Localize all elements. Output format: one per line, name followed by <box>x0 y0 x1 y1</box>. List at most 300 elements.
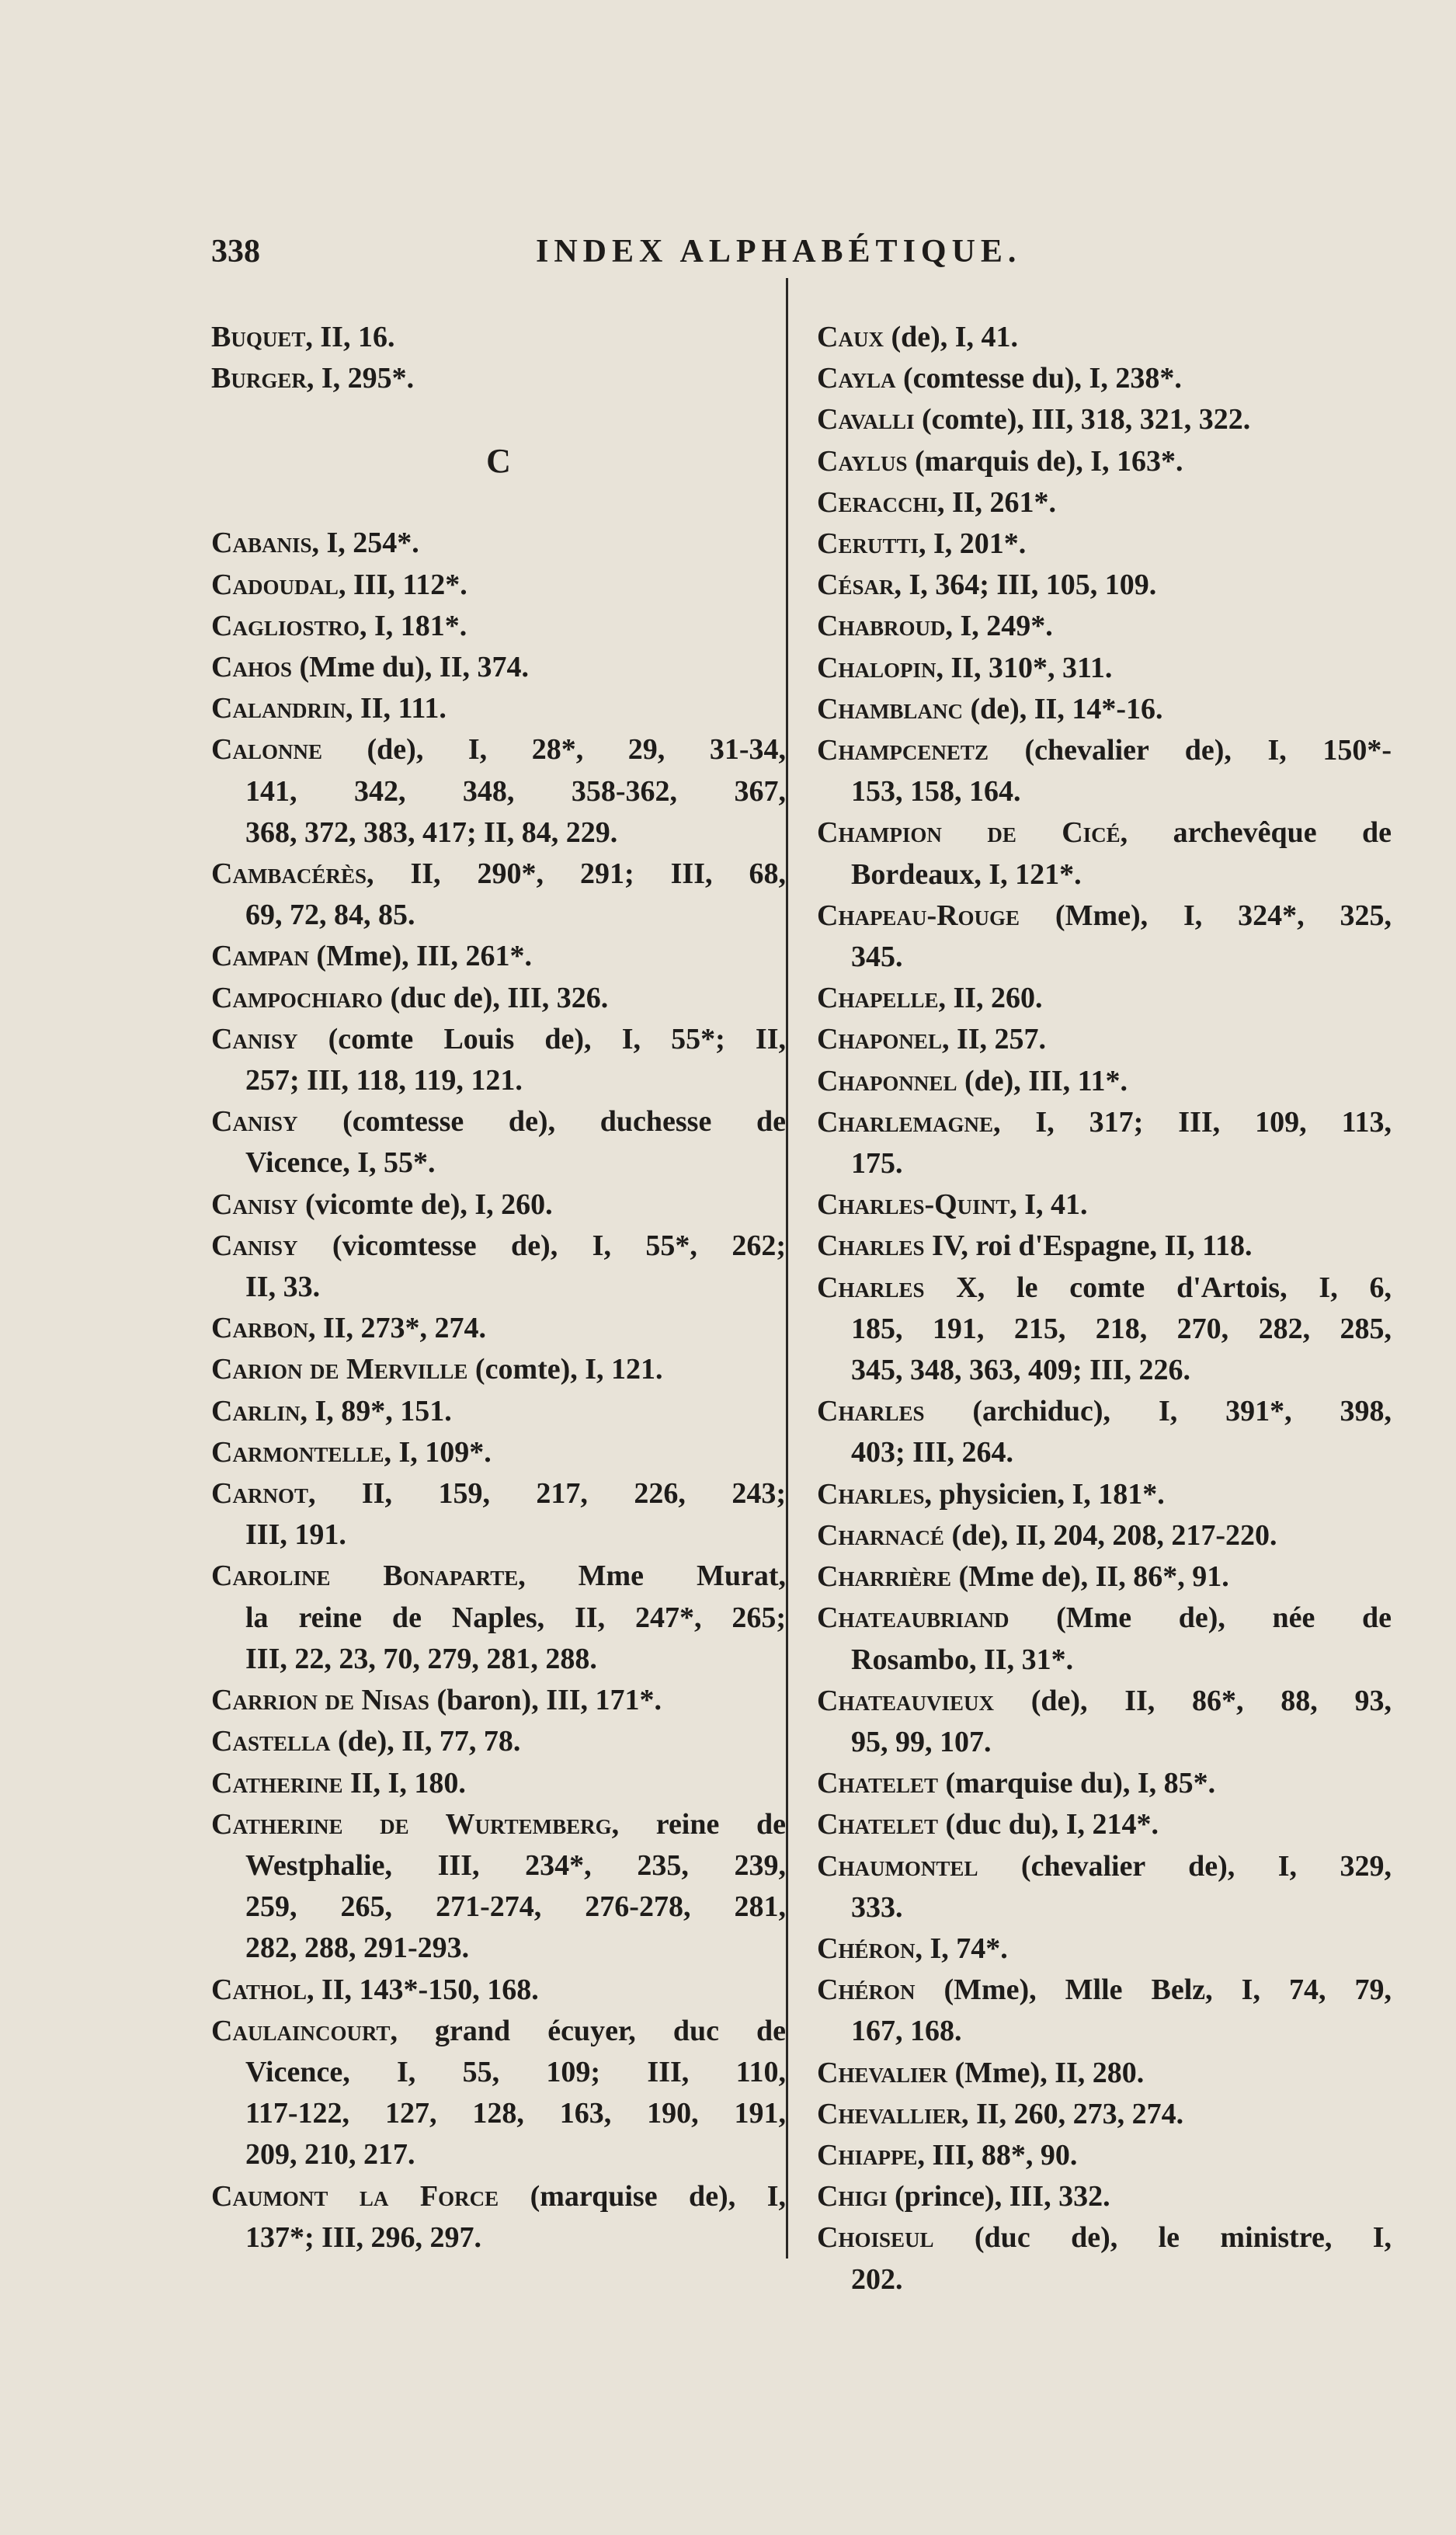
entry-references: , II, 257. <box>941 1023 1047 1056</box>
entry-continuation-line <box>211 2134 786 2175</box>
entry-first-line <box>817 565 1392 606</box>
entry-first-line <box>817 1391 1392 1432</box>
index-entry <box>211 729 786 854</box>
entry-first-line <box>211 854 786 895</box>
entry-continuation-line <box>211 812 786 854</box>
entry-first-line <box>817 358 1392 399</box>
entry-first-line <box>817 812 1392 854</box>
index-entry <box>817 2094 1392 2135</box>
entry-name: Campan <box>211 940 309 973</box>
entry-references: 368, 372, 383, 417; II, 84, 229. <box>245 815 618 849</box>
entry-references: 209, 210, 217. <box>245 2138 415 2172</box>
index-entry <box>817 1928 1392 1970</box>
entry-name: Carnot <box>211 1477 308 1511</box>
entry-first-line <box>817 1019 1392 1060</box>
entry-first-line <box>211 1970 786 2011</box>
entry-references: 69, 72, 84, 85. <box>245 899 415 932</box>
index-entry <box>817 2135 1392 2176</box>
entry-first-line <box>211 1308 786 1349</box>
entry-references: , II, 16. <box>305 321 395 353</box>
entry-continuation-line <box>817 1887 1392 1928</box>
index-entry <box>817 399 1392 440</box>
index-entry <box>817 1970 1392 2052</box>
entry-references: , I, 295*. <box>306 362 415 395</box>
entry-first-line <box>817 1268 1392 1309</box>
entry-references: , reine de <box>611 1807 786 1841</box>
entry-name: Cagliostro <box>211 609 360 642</box>
entry-name: Charrière <box>817 1560 951 1594</box>
entry-name: Calandrin <box>211 692 346 725</box>
entry-first-line <box>211 1226 786 1267</box>
index-entry <box>817 2217 1392 2300</box>
entry-first-line <box>817 1515 1392 1556</box>
entry-references: , I, 254*. <box>311 527 419 560</box>
entry-first-line <box>817 1598 1392 1639</box>
entry-references: IV, roi d'Espagne, II, 118. <box>924 1229 1253 1263</box>
entry-first-line <box>211 1763 786 1804</box>
index-column-left <box>211 317 786 2259</box>
entry-references: Vicence, I, 55*. <box>245 1146 436 1180</box>
index-column-right <box>817 317 1392 2300</box>
index-entry <box>211 1349 786 1390</box>
entry-name: Charlemagne <box>817 1105 993 1139</box>
entry-continuation-line <box>211 1060 786 1101</box>
entry-references: (Mme de), née de <box>1009 1601 1392 1635</box>
entry-first-line <box>211 1432 786 1473</box>
index-entry <box>211 1432 786 1473</box>
entry-first-line <box>211 1019 786 1060</box>
entry-name: Chéron <box>817 1932 916 1965</box>
index-entry <box>211 854 786 936</box>
entry-name: Chalopin <box>817 651 936 684</box>
entry-references: (archiduc), I, 391*, 398, <box>924 1395 1392 1428</box>
entry-name: Cabanis <box>211 527 312 560</box>
entry-name: Chamblanc <box>817 692 963 725</box>
entry-first-line <box>211 606 786 647</box>
entry-continuation-line <box>817 2259 1392 2300</box>
index-entry <box>817 730 1392 812</box>
entry-references: , I, 41. <box>1009 1188 1088 1222</box>
index-entry <box>817 895 1392 978</box>
entry-continuation-line <box>817 1350 1392 1391</box>
entry-references: , II, 260. <box>938 982 1043 1015</box>
entry-references: , grand écuyer, duc de <box>390 2014 786 2047</box>
entry-references: , II, 290*, 291; III, 68, <box>366 857 786 891</box>
index-entry <box>817 1391 1392 1473</box>
entry-continuation-line <box>211 1598 786 1639</box>
index-entry <box>817 606 1392 647</box>
index-entry <box>211 1721 786 1762</box>
entry-name: Cavalli <box>817 403 915 436</box>
entry-references: (marquise de), I, <box>499 2179 786 2213</box>
entry-name: Cambacérès <box>211 857 367 891</box>
index-entry <box>211 1308 786 1349</box>
entry-references: (Mme), Mlle Belz, I, 74, 79, <box>915 1973 1392 2007</box>
section-letter: C <box>486 442 511 481</box>
entry-continuation-line <box>817 1432 1392 1473</box>
entry-continuation-line <box>211 2093 786 2134</box>
entry-name: Cayla <box>817 362 896 395</box>
entry-references: (de), III, 11*. <box>957 1064 1128 1097</box>
entry-references: , I, 181*. <box>360 609 467 642</box>
entry-first-line <box>211 1101 786 1142</box>
entry-references: , II, 111. <box>345 692 447 725</box>
entry-first-line <box>817 978 1392 1019</box>
entry-references: (prince), III, 332. <box>887 2180 1110 2213</box>
index-entry <box>211 1556 786 1680</box>
entry-first-line <box>817 1061 1392 1102</box>
entry-references: (comte Louis de), I, 55*; II, <box>297 1022 786 1055</box>
entry-references: Vicence, I, 55, 109; III, 110, <box>245 2055 786 2088</box>
entry-first-line <box>211 2011 786 2052</box>
entry-first-line <box>211 565 786 606</box>
entry-first-line <box>211 1184 786 1226</box>
entry-first-line <box>817 606 1392 647</box>
entry-continuation-line <box>817 937 1392 978</box>
index-entry <box>817 1846 1392 1928</box>
entry-references: 95, 99, 107. <box>851 1725 992 1758</box>
index-entry <box>817 358 1392 399</box>
entry-name: Chatelet <box>817 1767 938 1800</box>
entry-continuation-line <box>817 1640 1392 1681</box>
entry-first-line <box>211 523 786 564</box>
entry-first-line <box>817 1928 1392 1970</box>
entry-name: Campochiaro <box>211 981 383 1014</box>
index-entry <box>211 317 786 358</box>
index-entry <box>817 1268 1392 1392</box>
entry-name: Charles <box>817 1395 925 1428</box>
entry-name: Carbon <box>211 1312 308 1345</box>
entry-first-line <box>211 936 786 977</box>
entry-name: Caux <box>817 321 884 353</box>
entry-references: (comtesse du), I, 238*. <box>895 362 1182 395</box>
entry-first-line <box>817 1804 1392 1845</box>
entry-references: (marquis de), I, 163*. <box>907 444 1183 478</box>
index-entry <box>211 565 786 606</box>
entry-references: 137*; III, 296, 297. <box>245 2220 482 2254</box>
entry-first-line <box>211 1804 786 1845</box>
index-entry <box>817 1184 1392 1226</box>
entry-references: , I, 317; III, 109, 113, <box>992 1105 1392 1139</box>
index-entry <box>211 1101 786 1184</box>
entry-name: Burger <box>211 362 307 395</box>
entry-name: Champion de Cicé <box>817 816 1121 850</box>
index-entry <box>211 1970 786 2011</box>
entry-first-line <box>817 730 1392 771</box>
entry-continuation-line <box>211 1267 786 1308</box>
entry-first-line <box>211 317 786 358</box>
index-entry <box>817 317 1392 358</box>
entry-references: (baron), III, 171*. <box>429 1684 662 1717</box>
entry-references: (de), II, 86*, 88, 93, <box>993 1684 1392 1717</box>
entry-name: Carmontelle <box>211 1435 384 1469</box>
entry-continuation-line <box>211 1639 786 1680</box>
entry-first-line <box>817 1846 1392 1887</box>
entry-name: Chateaubriand <box>817 1601 1009 1635</box>
entry-name: Caylus <box>817 444 908 478</box>
entry-references: (duc de), III, 326. <box>382 981 609 1014</box>
entry-continuation-line <box>211 1886 786 1928</box>
entry-references: (Mme), III, 261*. <box>308 940 532 973</box>
entry-continuation-line <box>211 1142 786 1184</box>
entry-references: (comte), I, 121. <box>467 1353 663 1386</box>
entry-references: 282, 288, 291-293. <box>245 1932 470 1965</box>
entry-name: Caulaincourt <box>211 2014 391 2047</box>
entry-continuation-line <box>211 1928 786 1969</box>
entry-references: II, I, 180. <box>342 1766 466 1800</box>
entry-references: (duc de), le ministre, I, <box>933 2221 1392 2255</box>
entry-references: (Mme de), II, 86*, 91. <box>950 1560 1229 1594</box>
entry-references: , I, 109*. <box>384 1435 492 1469</box>
page-number: 338 <box>211 234 260 269</box>
entry-references: 345. <box>851 941 903 974</box>
entry-references: 259, 265, 271-274, 276-278, 281, <box>245 1890 786 1924</box>
entry-continuation-line <box>817 854 1392 895</box>
running-title: INDEX ALPHABÉTIQUE. <box>536 234 1022 269</box>
entry-references: (de), II, 204, 208, 217-220. <box>943 1518 1277 1552</box>
index-entry <box>817 978 1392 1019</box>
entry-name: Chiappe <box>817 2138 918 2172</box>
entry-first-line <box>817 1226 1392 1267</box>
entry-continuation-line <box>211 2052 786 2093</box>
entry-references: (vicomte de), I, 260. <box>297 1188 553 1221</box>
index-entry <box>817 523 1392 565</box>
index-entry <box>211 978 786 1019</box>
entry-continuation-line <box>211 2217 786 2259</box>
index-entry <box>211 2011 786 2176</box>
entry-first-line <box>211 1680 786 1721</box>
entry-references: 345, 348, 363, 409; III, 226. <box>851 1354 1191 1387</box>
entry-references: , I, 74*. <box>915 1932 1008 1965</box>
entry-first-line <box>817 648 1392 689</box>
entry-name: Cathol <box>211 1973 307 2006</box>
entry-references: , physicien, I, 181*. <box>924 1477 1165 1511</box>
entry-name: Chevalier <box>817 2056 947 2089</box>
entry-continuation-line <box>817 1722 1392 1763</box>
entry-first-line <box>211 1391 786 1432</box>
index-entry <box>817 2053 1392 2094</box>
index-entry <box>817 1102 1392 1184</box>
entry-continuation-line <box>211 771 786 812</box>
entry-references: (Mme), II, 280. <box>947 2056 1145 2089</box>
entry-references: , I, 89*, 151. <box>300 1394 452 1427</box>
entry-references: , archevêque de <box>1120 816 1392 850</box>
entry-references: III, 22, 23, 70, 279, 281, 288. <box>245 1642 597 1675</box>
entry-references: (marquise du), I, 85*. <box>937 1767 1216 1800</box>
index-entry <box>211 1680 786 1721</box>
entry-name: Caroline Bonaparte <box>211 1560 519 1593</box>
entry-first-line <box>817 2135 1392 2176</box>
entry-first-line <box>211 729 786 770</box>
index-entry <box>817 1061 1392 1102</box>
entry-references: , III, 88*, 90. <box>917 2138 1078 2172</box>
entry-references: (de), II, 77, 78. <box>330 1725 521 1758</box>
entry-references: (chevalier de), I, 329, <box>978 1849 1392 1883</box>
index-entry <box>211 1804 786 1970</box>
index-entry <box>211 1226 786 1308</box>
column-divider <box>786 278 788 2259</box>
entry-references: 175. <box>851 1147 903 1181</box>
index-entry <box>211 1391 786 1432</box>
entry-name: Canisy <box>211 1229 298 1262</box>
entry-name: Champcenetz <box>817 734 989 767</box>
entry-references: (de), I, 41. <box>883 321 1019 353</box>
entry-continuation-line <box>211 1845 786 1886</box>
entry-references: , II, 143*-150, 168. <box>306 1973 539 2006</box>
entry-first-line <box>817 1556 1392 1598</box>
entry-references: 403; III, 264. <box>851 1436 1014 1469</box>
index-entry <box>817 482 1392 523</box>
entry-name: Calonne <box>211 733 322 767</box>
entry-continuation-line <box>817 2011 1392 2052</box>
entry-references: Bordeaux, I, 121*. <box>851 857 1082 891</box>
entry-name: Chatelet <box>817 1808 938 1841</box>
entry-first-line <box>817 482 1392 523</box>
entry-first-line <box>817 317 1392 358</box>
entry-name: Chateauvieux <box>817 1684 994 1717</box>
entry-references: (comtesse de), duchesse de <box>297 1105 786 1139</box>
entry-name: Chapeau-Rouge <box>817 899 1020 932</box>
entry-name: Charles <box>817 1271 925 1304</box>
entry-name: Canisy <box>211 1188 298 1221</box>
entry-name: Canisy <box>211 1022 298 1055</box>
entry-name: Canisy <box>211 1105 298 1139</box>
index-entry <box>211 1763 786 1804</box>
entry-references: Westphalie, III, 234*, 235, 239, <box>245 1848 786 1882</box>
index-entry <box>211 1019 786 1101</box>
index-entry <box>211 1473 786 1556</box>
entry-name: Chigi <box>817 2180 888 2213</box>
entry-first-line <box>211 1473 786 1514</box>
entry-references: (chevalier de), I, 150*- <box>988 734 1392 767</box>
index-entry <box>211 647 786 688</box>
entry-continuation-line <box>211 895 786 936</box>
entry-references: 153, 158, 164. <box>851 775 1021 808</box>
index-entry <box>211 688 786 729</box>
entry-references: 202. <box>851 2262 903 2296</box>
entry-name: Catherine de Wurtemberg <box>211 1807 612 1841</box>
index-entry <box>817 1598 1392 1680</box>
index-entry <box>211 936 786 977</box>
entry-name: Castella <box>211 1725 331 1758</box>
entry-references: , I, 364; III, 105, 109. <box>894 569 1157 602</box>
entry-first-line <box>817 895 1392 937</box>
entry-name: Chéron <box>817 1973 916 2007</box>
entry-name: Carlin <box>211 1394 301 1427</box>
index-entry <box>817 1226 1392 1267</box>
entry-references: , I, 249*. <box>945 610 1053 643</box>
entry-continuation-line <box>817 1143 1392 1184</box>
index-entry <box>817 1763 1392 1804</box>
entry-first-line <box>817 441 1392 482</box>
entry-name: Chaponel <box>817 1023 942 1056</box>
entry-name: Choiseul <box>817 2221 934 2255</box>
entry-references: (comte), III, 318, 321, 322. <box>914 403 1251 436</box>
entry-name: Cadoudal <box>211 568 339 601</box>
index-entry <box>817 689 1392 730</box>
entry-continuation-line <box>817 1309 1392 1350</box>
entry-name: Ceracchi <box>817 485 937 519</box>
entry-references: , II, 273*, 274. <box>308 1312 487 1345</box>
entry-first-line <box>817 2176 1392 2217</box>
index-entry <box>211 1184 786 1226</box>
entry-first-line <box>817 1970 1392 2011</box>
entry-references: (Mme du), II, 374. <box>291 651 530 684</box>
entry-continuation-line <box>211 1514 786 1556</box>
entry-references: 141, 342, 348, 358-362, 367, <box>245 774 786 808</box>
entry-first-line <box>817 2053 1392 2094</box>
entry-first-line <box>211 2176 786 2217</box>
entry-references: Rosambo, II, 31*. <box>851 1643 1074 1676</box>
entry-first-line <box>211 358 786 399</box>
entry-name: Charles <box>817 1477 925 1511</box>
entry-name: Caumont la Force <box>211 2179 499 2213</box>
entry-references: 117-122, 127, 128, 163, 190, 191, <box>245 2097 786 2130</box>
entry-first-line <box>817 2217 1392 2259</box>
entry-name: Charnacé <box>817 1518 944 1552</box>
index-entry <box>817 1019 1392 1060</box>
index-entry <box>817 2176 1392 2217</box>
entry-first-line <box>817 1763 1392 1804</box>
entry-first-line <box>817 1474 1392 1515</box>
entry-references: , II, 260, 273, 274. <box>961 2097 1184 2130</box>
entry-name: Chaponnel <box>817 1064 957 1097</box>
entry-references: , III, 112*. <box>338 568 467 601</box>
entry-name: Charles-Quint <box>817 1188 1010 1222</box>
index-entry <box>817 1681 1392 1763</box>
entry-references: 333. <box>851 1890 903 1924</box>
index-entry <box>817 565 1392 606</box>
entry-first-line <box>211 647 786 688</box>
index-entry <box>817 812 1392 895</box>
entry-references: , II, 261*. <box>936 485 1057 519</box>
entry-first-line <box>817 1184 1392 1226</box>
entry-first-line <box>817 1102 1392 1143</box>
index-entry <box>817 441 1392 482</box>
entry-references: 185, 191, 215, 218, 270, 282, 285, <box>851 1312 1392 1345</box>
entry-references: (de), I, 28*, 29, 31-34, <box>321 733 786 767</box>
index-entry <box>211 606 786 647</box>
entry-name: Cahos <box>211 651 292 684</box>
entry-name: Buquet <box>211 321 306 353</box>
entry-first-line <box>817 399 1392 440</box>
index-entry <box>817 1474 1392 1515</box>
entry-name: Chaumontel <box>817 1849 978 1883</box>
index-entry <box>817 648 1392 689</box>
entry-first-line <box>211 688 786 729</box>
entry-references: 257; III, 118, 119, 121. <box>245 1064 523 1097</box>
entry-references: (de), II, 14*-16. <box>962 692 1163 725</box>
entry-references: III, 191. <box>245 1518 346 1552</box>
entry-references: (vicomtesse de), I, 55*, 262; <box>297 1229 786 1262</box>
entry-references: 167, 168. <box>851 2015 962 2048</box>
entry-name: Carrion de Nisas <box>211 1684 429 1717</box>
entry-first-line <box>817 2094 1392 2135</box>
entry-references: X, le comte d'Artois, I, 6, <box>924 1271 1392 1304</box>
entry-references: , Mme Murat, <box>518 1560 786 1593</box>
entry-name: Cerutti <box>817 527 919 561</box>
entry-references: la reine de Naples, II, 247*, 265; <box>245 1601 786 1634</box>
entry-first-line <box>817 523 1392 565</box>
entry-first-line <box>211 1721 786 1762</box>
entry-first-line <box>211 1556 786 1597</box>
entry-name: Chabroud <box>817 610 946 643</box>
entry-references: II, 33. <box>245 1271 321 1304</box>
entry-first-line <box>817 1681 1392 1722</box>
entry-references: , I, 201*. <box>918 527 1027 561</box>
entry-name: Chevallier <box>817 2097 962 2130</box>
entry-references: , II, 310*, 311. <box>936 651 1113 684</box>
